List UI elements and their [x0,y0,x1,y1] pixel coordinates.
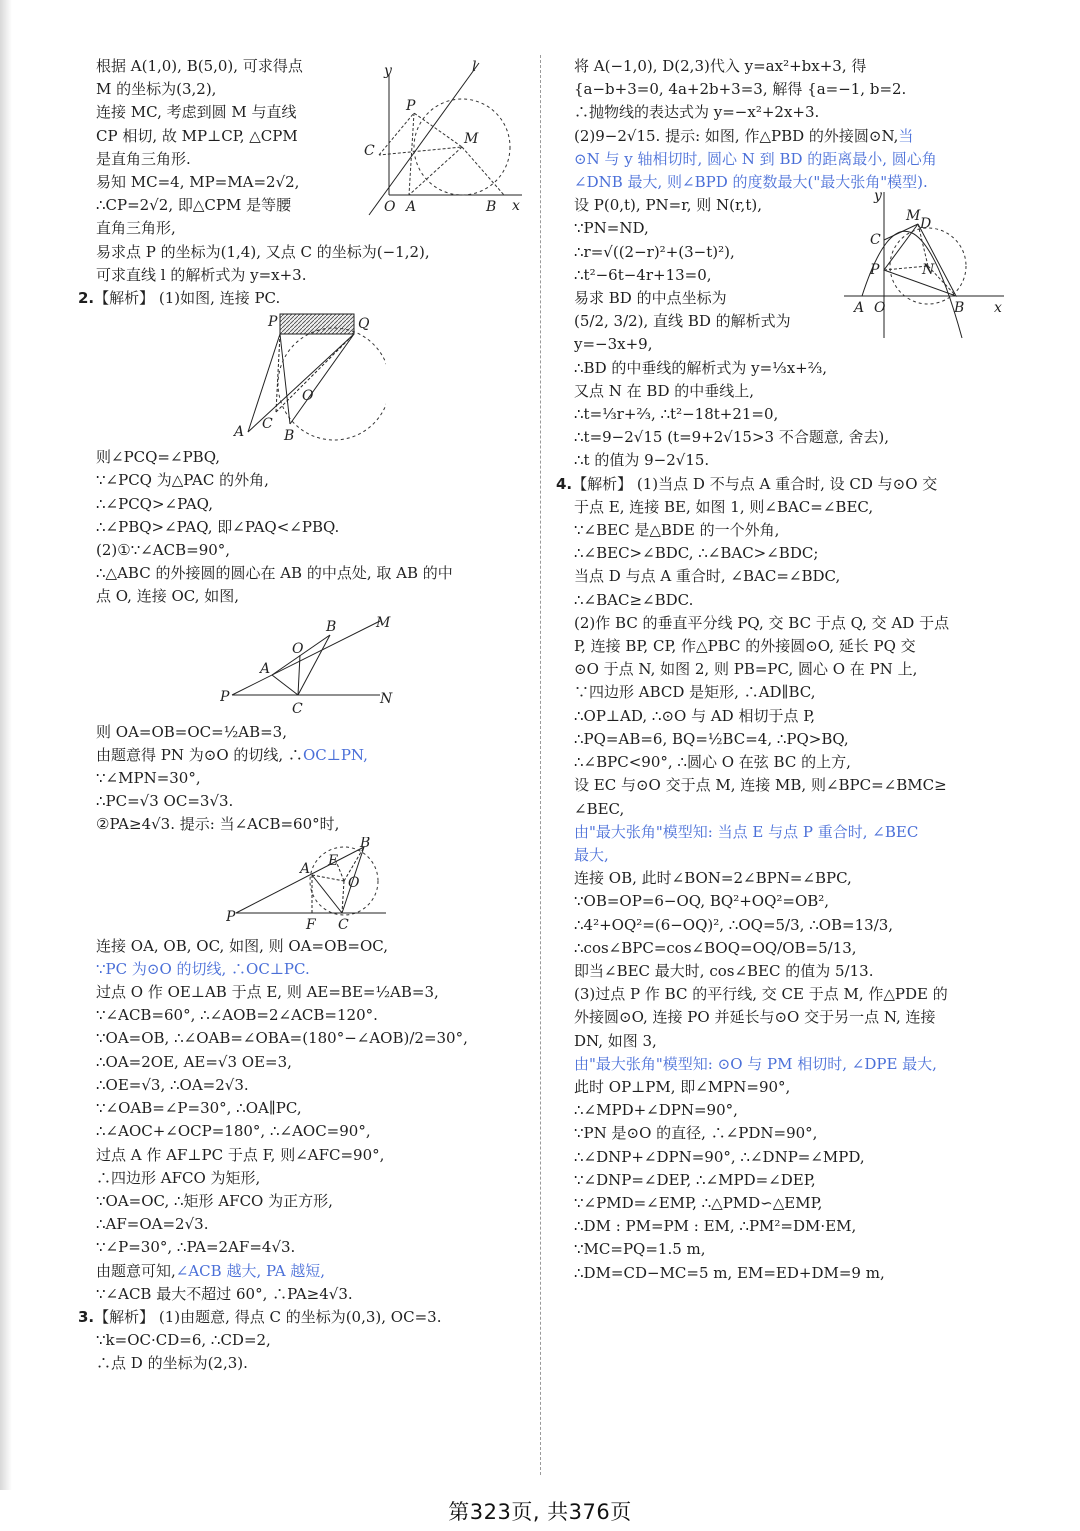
highlight-line: ⊙N 与 y 轴相切时, 圆心 N 到 BD 的距离最小, 圆心角 [574,149,937,168]
fig-label: Q [358,316,370,333]
text-line: 连接 OB, 此时∠BON=2∠BPN=∠BPC, [574,869,852,888]
highlight-span: OC⊥PN, [302,745,368,764]
text-line: ∴OE=√3, ∴OA=2√3. [96,1075,249,1094]
fig-label: O [384,199,396,215]
figure-circle-tangent [364,55,524,225]
text-line: M 的坐标为(3,2), [96,80,217,99]
fig-label: E [328,852,339,869]
text-span: (2)9−2√15. 提示: 如图, 作△PBD 的外接圆⊙N, [574,126,899,145]
text-line: ②PA≥4√3. 提示: 当∠ACB=60°时, [96,815,340,834]
figure-chord-angles [226,312,386,444]
text-line: DN, 如图 3, [574,1031,657,1050]
text-line: ∴BD 的中垂线的解析式为 y=⅓x+⅔, [574,358,828,377]
fig-label: P [870,262,880,279]
text-line: ∵MC=PQ=1.5 m, [574,1240,706,1259]
fig-label: x [994,300,1002,317]
text-line [96,1260,526,1283]
text-line: 易求 BD 的中点坐标为 [574,289,727,308]
highlight-line: ∠DNB 最大, 则∠BPD 的度数最大("最大张角"模型). [574,173,928,192]
q3-text-beside-figure [574,194,846,356]
text-line: ∴PC=√3 OC=3√3. [96,792,234,811]
q4-heading [556,473,1004,496]
text-line: ∵∠ACB 最大不超过 60°, ∴PA≥4√3. [96,1284,353,1303]
text-line: ∴∠BAC≥∠BDC. [574,590,694,609]
fig-label: M [376,614,391,631]
fig-label: y [874,188,882,205]
text-line: ∴OP⊥AD, ∴⊙O 与 AD 相切于点 P, [574,706,816,725]
text-line: 设 EC 与⊙O 交于点 M, 连接 MB, 则∠BPC=∠BMC≥ [574,776,947,795]
text-line: ∴∠DNP+∠DPN=90°, ∴∠DNP=∠MPD, [574,1147,865,1166]
text-line: ∴CP=2√2, 即△CPM 是等腰 [96,196,292,215]
fig-label: O [292,640,304,657]
text-line: ∴点 D 的坐标为(2,3). [96,1354,248,1373]
fig-label: A [300,860,311,877]
text-line: 又点 N 在 BD 的中垂线上, [574,381,755,400]
text-line: 将 A(−1,0), D(2,3)代入 y=ax²+bx+3, 得 [574,57,867,75]
page-edge-shadow [0,0,12,1490]
fig-label: B [954,300,965,317]
text-line: ∴OA=2OE, AE=√3 OE=3, [96,1052,292,1071]
text-line: ∵∠BEC 是△BDE 的一个外角, [574,521,780,540]
text-line: ∵∠MPN=30°, [96,769,201,788]
text-line: 则 OA=OB=OC=½AB=3, [96,722,287,741]
text-line: 连接 OA, OB, OC, 如图, 则 OA=OB=OC, [96,936,388,955]
figure4-wrap [96,837,526,935]
text-line: ∵∠ACB=60°, ∴∠AOB=2∠ACB=120°. [96,1006,378,1025]
text-line: {a−b+3=0, 4a+2b+3=3, 解得 {a=−1, b=2. [574,80,907,99]
text-line: ∵OA=OB, ∴∠OAB=∠OBA=(180°−∠AOB)/2=30°, [96,1029,468,1048]
fig-label: A [234,424,245,441]
question-number: 2. [78,289,95,308]
fig-label: B [284,428,295,445]
text-line: ∴cos∠BPC=cos∠BOQ=OQ/OB=5/13, [574,938,857,957]
text-line: 可求直线 l 的解析式为 y=x+3. [96,265,307,284]
fig-label: y [384,63,392,79]
text-line: (2)作 BC 的垂直平分线 PQ, 交 BC 于点 Q, 交 AD 于点 [574,613,950,632]
fig-label: D [920,216,932,233]
text-line: ∴t=9−2√15 (t=9+2√15>3 不合题意, 舍去), [574,428,889,447]
text-line: 是直角三角形. [96,149,191,168]
figure-tangent-line [220,613,400,719]
text-line: ∴∠PBQ>∠PAQ, 即∠PAQ<∠PBQ. [96,517,340,536]
text-line: 易求点 P 的坐标为(1,4), 又点 C 的坐标为(−1,2), [96,242,430,261]
text-line: 于点 E, 连接 BE, 如图 1, 则∠BAC=∠BEC, [574,497,874,516]
text-line: ∵四边形 ABCD 是矩形, ∴AD∥BC, [574,683,816,702]
fig-label: O [874,300,886,317]
text-span: 由题意得 PN 为⊙O 的切线, ∴ [96,745,303,764]
page-number-footer: 第323页, 共376页 [448,1500,632,1524]
fig-label: P [268,314,278,331]
fig-label: M [906,208,921,225]
fig-label: B [486,199,497,215]
fig-label: O [348,874,360,891]
highlight-line: 由"最大张角"模型知: 当点 E 与点 P 重合时, ∠BEC [574,822,919,841]
fig-label: C [364,143,375,159]
text-line: ∴∠BEC>∠BDC, ∴∠BAC>∠BDC; [574,544,819,563]
text-line: ∴t 的值为 9−2√15. [574,451,710,470]
text-line: ∵∠DNP=∠DEP, ∴∠MPD=∠DEP, [574,1170,816,1189]
fig-label: P [226,908,236,925]
fig-label: N [380,690,393,707]
text-line: ∠BEC, [574,799,625,818]
figure-60-degree [226,837,396,933]
text-line: 外接圆⊙O, 连接 PO 并延长与⊙O 交于另一点 N, 连接 [574,1008,936,1027]
text-line: ∴∠MPD+∠DPN=90°, [574,1101,738,1120]
question-title: 【解析】 (1)当点 D 不与点 A 重合时, 设 CD 与⊙O 交 [572,474,938,493]
text-line: 直角三角形, [96,219,176,238]
text-line: ∵∠PMD=∠EMP, ∴△PMD∽△EMP, [574,1193,823,1212]
text-line: 当点 D 与点 A 重合时, ∠BAC=∠BDC, [574,567,841,586]
question-number: 3. [78,1307,95,1326]
left-column [78,55,526,1376]
text-line [574,125,1004,148]
text-line: ∴DM : PM=PM : EM, ∴PM²=DM·EM, [574,1217,857,1236]
text-line: 过点 A 作 AF⊥PC 于点 F, 则∠AFC=90°, [96,1145,385,1164]
fig-label: C [262,416,273,433]
highlight-line: ∵PC 为⊙O 的切线, ∴OC⊥PC. [96,959,310,978]
question-title: 【解析】 (1)如图, 连接 PC. [94,289,281,308]
q3-heading [78,1306,526,1329]
text-line: 此时 OP⊥PM, 即∠MPN=90°, [574,1077,791,1096]
text-line: ∴四边形 AFCO 为矩形, [96,1168,261,1187]
figure3-wrap [96,609,526,721]
right-column [556,55,1004,1285]
text-line: 点 O, 连接 OC, 如图, [96,587,240,606]
fig-label: N [922,262,935,279]
fig-label: l [472,59,477,75]
highlight-span: ∠ACB 越大, PA 越短, [175,1261,326,1280]
text-line: 设 P(0,t), PN=r, 则 N(r,t), [574,196,762,215]
fig-label: C [292,700,303,717]
q2-heading [78,287,526,310]
fig-label: A [854,300,865,317]
text-line: 易知 MC=4, MP=MA=2√2, [96,173,300,192]
text-line: ∵OA=OC, ∴矩形 AFCO 为正方形, [96,1191,333,1210]
text-line: 过点 O 作 OE⊥AB 于点 E, 则 AE=BE=½AB=3, [96,983,439,1002]
text-line: ∴4²+OQ²=(6−OQ)², ∴OQ=5/3, ∴OB=13/3, [574,915,894,934]
column-divider [540,55,541,1475]
fig-label: P [220,688,230,705]
text-line: ∴AF=OA=2√3. [96,1215,209,1234]
fig-label: A [260,660,271,677]
fig-label: x [512,198,520,214]
text-line: 连接 MC, 考虑到圆 M 与直线 [96,103,297,122]
text-line: ∵OB=OP=6−OQ, BQ²+OQ²=OB², [574,892,830,911]
figure-parabola [844,188,1004,348]
fig-label: B [360,836,371,851]
fig-label: P [406,98,416,114]
text-line: ∴△ABC 的外接圆的圆心在 AB 的中点处, 取 AB 的中 [96,564,453,583]
text-line: ∵∠OAB=∠P=30°, ∴OA∥PC, [96,1099,302,1118]
text-line: P, 连接 BP, CP, 作△PBC 的外接圆⊙O, 延长 PQ 交 [574,637,916,656]
question-number: 4. [556,474,573,493]
text-line: ∴PQ=AB=6, BQ=½BC=4, ∴PQ>BQ, [574,729,849,748]
text-line: ∴∠AOC+∠OCP=180°, ∴∠AOC=90°, [96,1122,371,1141]
fig-label: C [870,232,881,249]
text-span: 由题意可知, [96,1261,176,1280]
text-line: ∴r=√((2−r)²+(3−t)²), [574,242,735,261]
text-line: ∴抛物线的表达式为 y=−x²+2x+3. [574,103,820,122]
figure2-wrap [96,310,526,446]
text-line: ∵k=OC·CD=6, ∴CD=2, [96,1331,271,1350]
text-line [96,744,526,767]
fig-label: O [302,388,314,405]
text-line: ∴∠PCQ>∠PAQ, [96,494,213,513]
text-line: ∵PN=ND, [574,219,649,238]
text-line: ∵PN 是⊙O 的直径, ∴∠PDN=90°, [574,1124,818,1143]
highlight-line: 由"最大张角"模型知: ⊙O 与 PM 相切时, ∠DPE 最大, [574,1054,937,1073]
text-line: y=−3x+9, [574,335,653,354]
fig-label: A [406,199,417,215]
q3-figure-block [574,188,1004,356]
fig-label: C [338,916,349,933]
fig-label: B [326,618,337,635]
text-line: ∵∠PCQ 为△PAC 的外角, [96,471,269,490]
text-line: 即当∠BEC 最大时, cos∠BEC 的值为 5/13. [574,961,874,980]
text-line: CP 相切, 故 MP⊥CP, △CPM [96,126,298,145]
text-line: ∵∠P=30°, ∴PA=2AF=4√3. [96,1238,296,1257]
q1-continued [96,55,358,241]
text-line: (3)过点 P 作 BC 的平行线, 交 CE 于点 M, 作△PDE 的 [574,985,948,1004]
text-line: 则∠PCQ=∠PBQ, [96,448,221,467]
fig-label: F [306,916,316,933]
text-line: (5/2, 3/2), 直线 BD 的解析式为 [574,312,791,331]
text-line: ⊙O 于点 N, 如图 2, 则 PB=PC, 圆心 O 在 PN 上, [574,660,918,679]
text-line: ∴t²−6t−4r+13=0, [574,265,712,284]
highlight-line: 最大, [574,845,609,864]
highlight-span: 当 [898,126,914,145]
fig-label: M [464,131,479,147]
text-line: 根据 A(1,0), B(5,0), 可求得点 [96,57,303,75]
text-line: (2)①∵∠ACB=90°, [96,541,231,560]
text-line: ∴DM=CD−MC=5 m, EM=ED+DM=9 m, [574,1263,885,1282]
text-line: ∴∠BPC<90°, ∴圆心 O 在弦 BC 的上方, [574,753,851,772]
text-line: ∴t=⅓r+⅔, ∴t²−18t+21=0, [574,405,779,424]
question-title: 【解析】 (1)由题意, 得点 C 的坐标为(0,3), OC=3. [94,1307,442,1326]
